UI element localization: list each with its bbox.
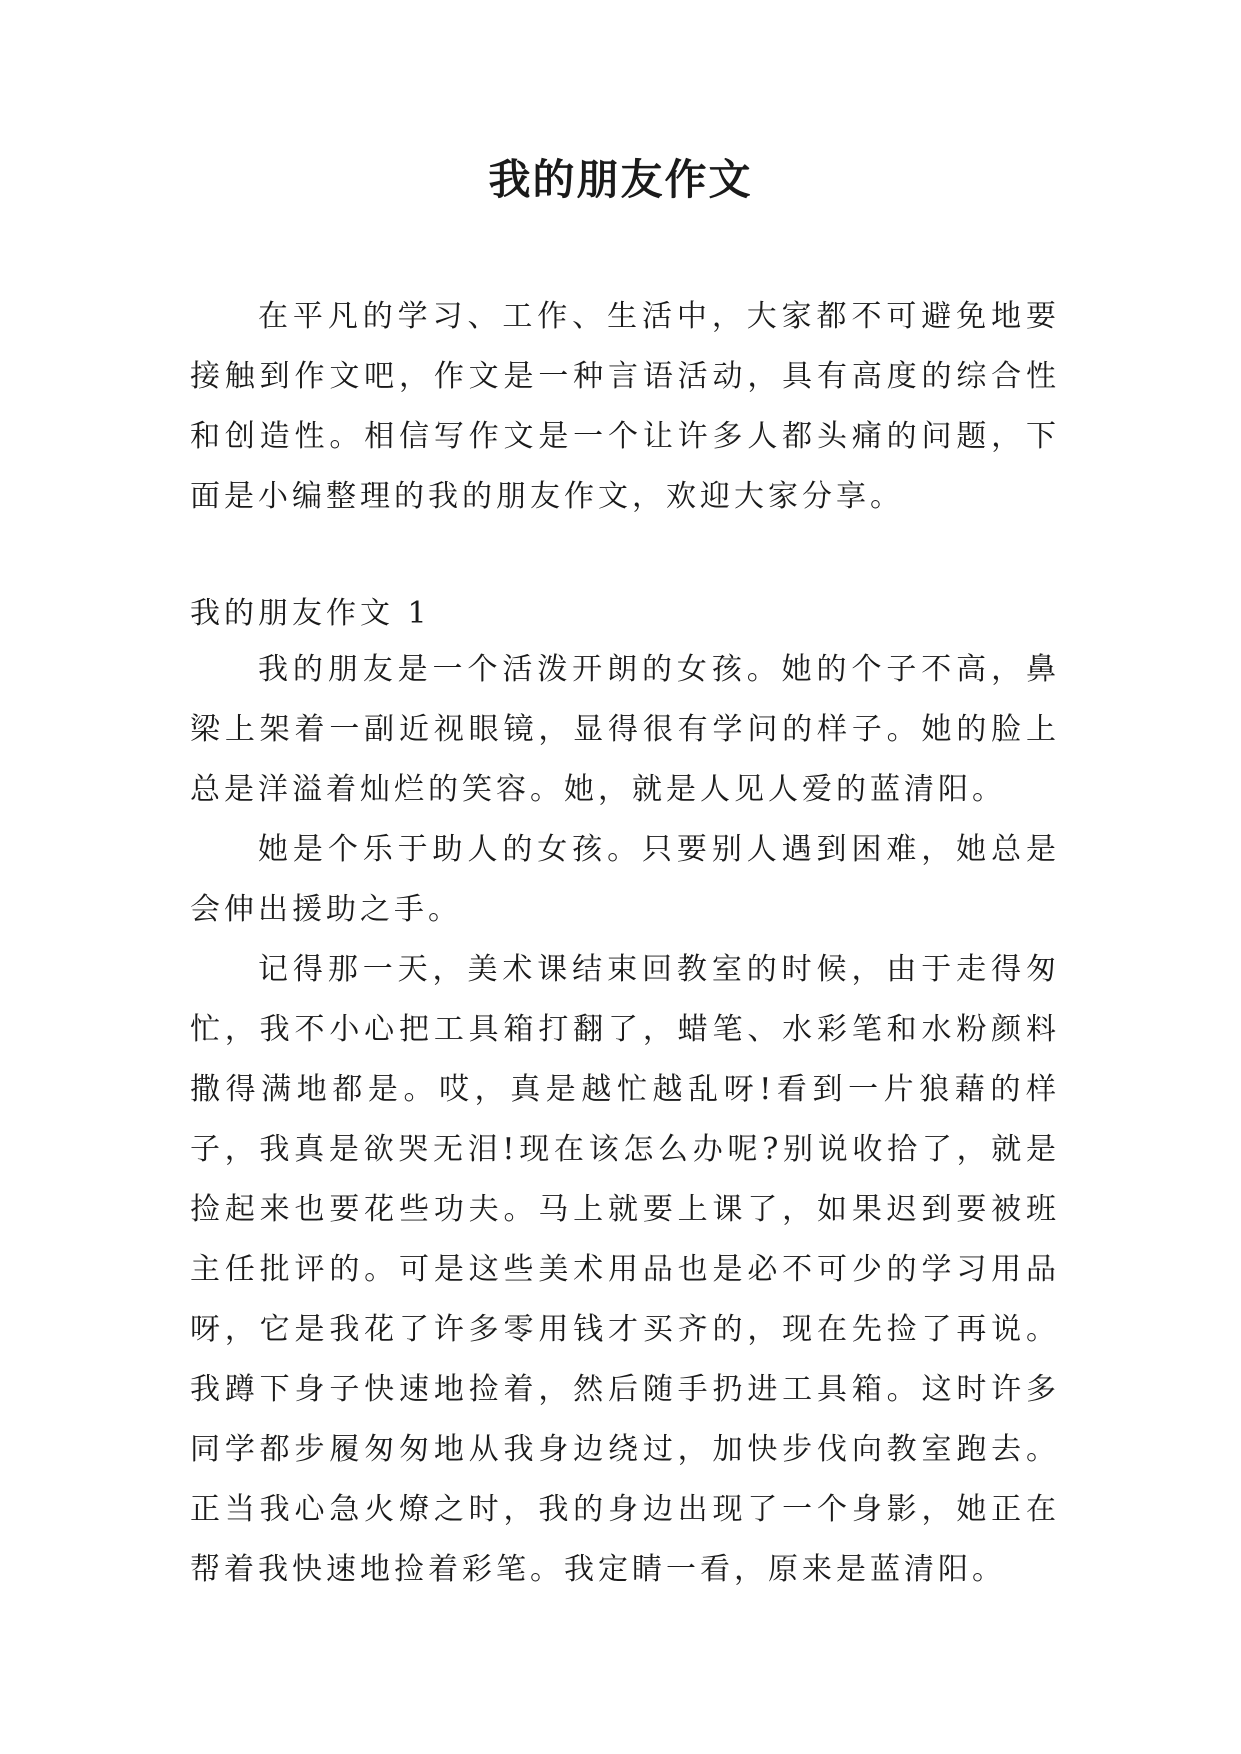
intro-block: [190, 287, 1060, 527]
page-title: 我的朋友作文: [488, 155, 753, 204]
body-paragraph-2: 她是个乐于助人的女孩。只要别人遇到困难，她总是会伸出援助之手。: [190, 832, 1060, 927]
section-heading: 我的朋友作文 1: [190, 596, 431, 631]
section-body: [190, 640, 1060, 1600]
intro-paragraph: 在平凡的学习、工作、生活中，大家都不可避免地要接触到作文吧，作文是一种言语活动，具有高度的综合性和创造性。相信写作文是一个让许多人都头痛的问题，下面是小编整理的我的朋友作文，欢迎大家分享。: [190, 299, 1060, 514]
body-paragraph-1: 我的朋友是一个活泼开朗的女孩。她的个子不高，鼻梁上架着一副近视眼镜，显得很有学问的样子。她的脸上总是洋溢着灿烂的笑容。她，就是人见人爱的蓝清阳。: [190, 652, 1060, 807]
body-paragraph-3: 记得那一天，美术课结束回教室的时候，由于走得匆忙，我不小心把工具箱打翻了，蜡笔、水彩笔和水粉颜料撒得满地都是。哎，真是越忙越乱呀!看到一片狼藉的样子，我真是欲哭无泪!现在该怎么办呢?别说收拾了，就是捡起来也要花些功夫。马上就要上课了，如果迟到要被班主任批评的。可是这些美术用品也是必不可少的学习用品呀，它是我花了许多零用钱才买齐的，现在先捡了再说。我蹲下身子快速地捡着，然后随手扔进工具箱。这时许多同学都步履匆匆地从我身边绕过，加快步伐向教室跑去。正当我心急火燎之时，我的身边出现了一个身影，她正在帮着我快速地捡着彩笔。我定睛一看，原来是蓝清阳。: [190, 952, 1060, 1587]
